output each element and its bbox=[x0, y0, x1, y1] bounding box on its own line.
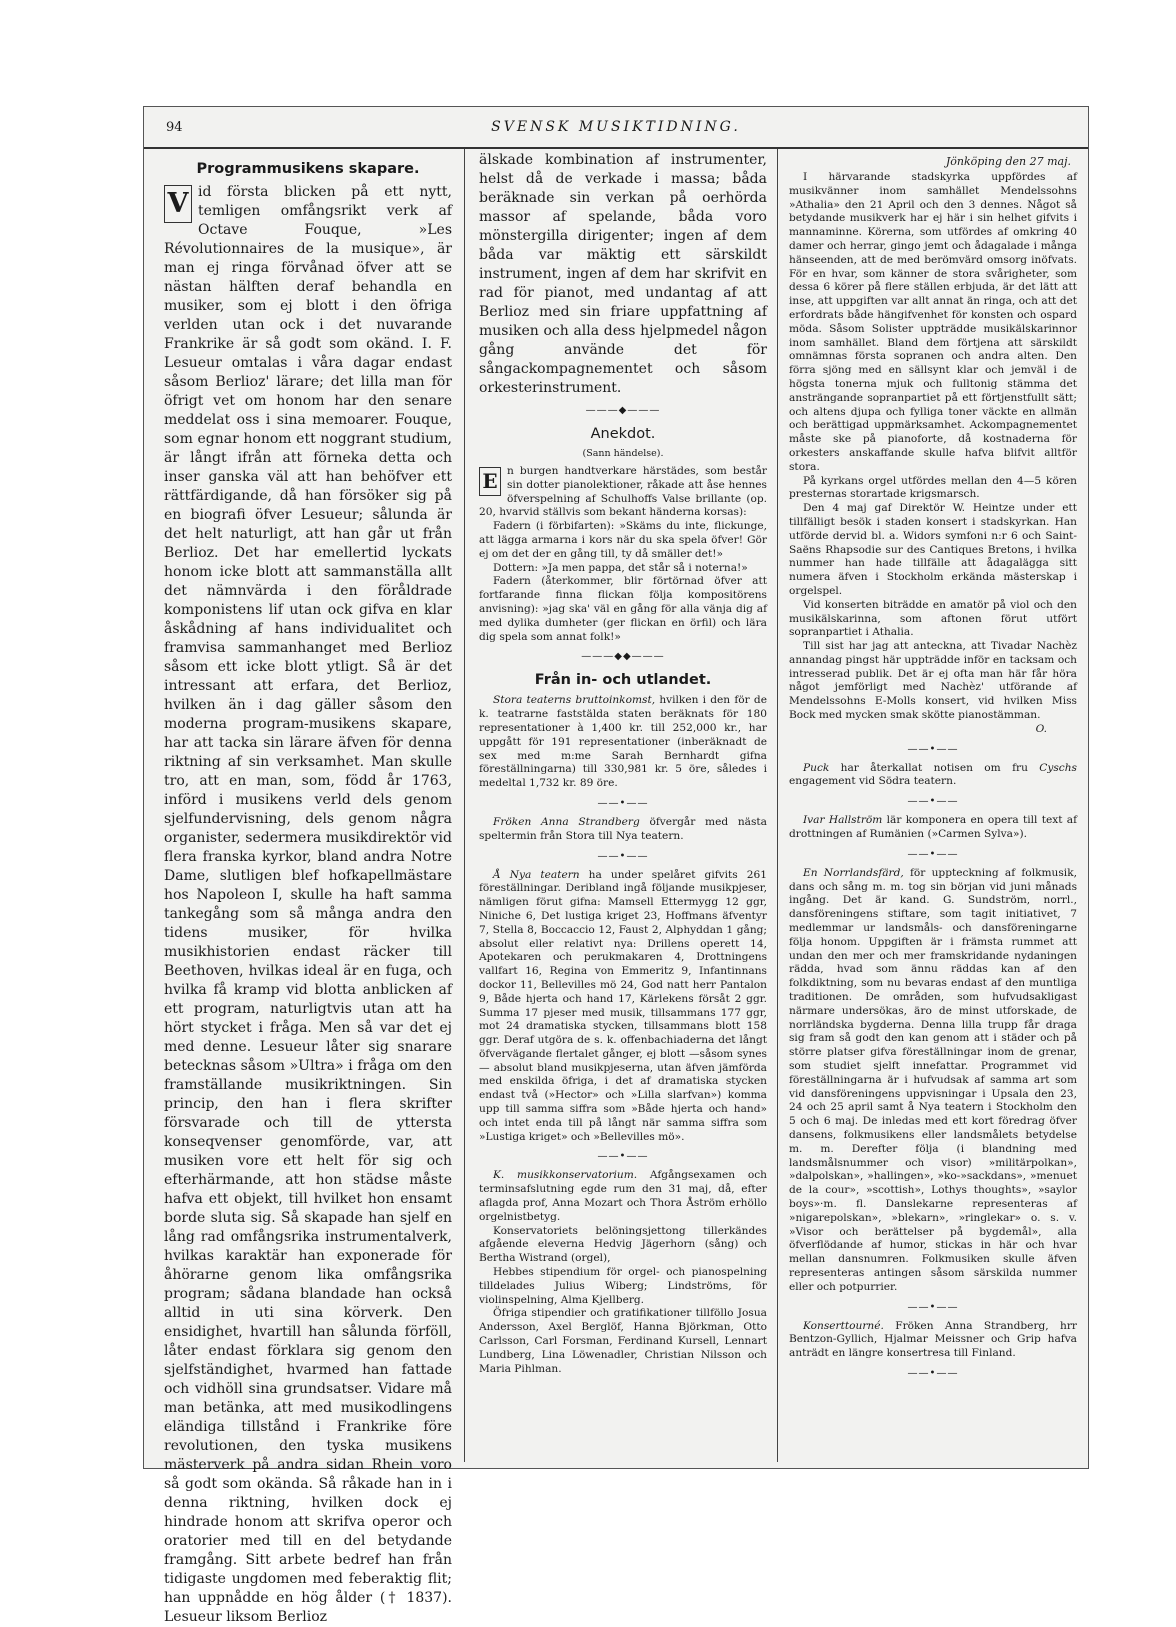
column-rule bbox=[777, 149, 778, 1462]
page-number: 94 bbox=[166, 120, 183, 135]
news-name: Cyschs bbox=[1039, 761, 1077, 774]
anekdot-subtitle: (Sann händelse). bbox=[582, 448, 664, 459]
news-lead: Å Nya teatern bbox=[493, 868, 580, 881]
news-item bbox=[789, 867, 1077, 1295]
news-lead: En Norrlandsfärd, bbox=[803, 866, 904, 879]
news-item bbox=[479, 816, 767, 844]
drop-cap: V bbox=[164, 185, 192, 223]
anekdot-intro bbox=[479, 465, 767, 520]
news-item bbox=[479, 869, 767, 1145]
column-left bbox=[164, 151, 452, 1625]
news-item bbox=[789, 762, 1077, 790]
section-title: Från in- och utlandet. bbox=[534, 672, 712, 689]
separator: ——•—— bbox=[907, 743, 959, 755]
report-text: I härvarande stadskyrka uppfördes af musikvänner inom samhället Mendelssohns »Athalia» den 21 April och den 3 dennes. Något så betydande musikverk har ej här i sin helhet gifvits i mannaminne. Körerna, som utfördes af omkring 40 damer och herrar, gingo jemt och ådagalade i många hänseenden, att de med berömvärd omsorg inöfvats. För en hvar, som känner de stora svårigheter, som dessa 6 körer på flere ställen erbjuda, är det lätt att inse, att uppgiften var allt annat än ringa, och att det erfordrats både hängifvenhet för konsten och ospard möda. Såsom Solister uppträdde musikälskarinnor inom samhället. Bland dem förtjena att särskildt omnämnas första sopranen och andra alten. Den förra sjöng med en sällsynt klar och jemväl i de högsta tonerna mjuk och fulltonig stämma det ansträngande sopranpartiet på ett förtjenstfullt sätt; och altens djupa och fylliga toner väckte en allmän och berättigad uppmärksamhet. Ackompagnementet måste ske på pianoforte, då kostnaderna för orkesters anskaffande skulle hafva blifvit alltför stora. bbox=[789, 171, 1077, 473]
news-text: ha under spelåret gifvits 261 föreställningar. Deribland ingå följande musikpjeser, nämligen förut gifna: Mamsell Ettermygg 12 ggr, Niniche 6, Det lustiga kriget 23, Hoffmans äfventyr 7, Stella 8, Boccaccio 12, Faust 2, Alphyddan 1 gång; absolut eller relativt nya: Drillens operett 14, Apotekaren och perukmakaren 4, Drottningens vallfart 16, Regina von Emmeritz 9, Infantinnans dockor 11, Bellevilles mö 24, God natt herr Pantalon 9, Både hjerta och hand 17, Kärlekens försåt 2 ggr. Summa 17 pjeser med musik, tillsammans 177 ggr, mot 24 dramatiska stycken, tillsammans blott 158 ggr. Deraf utgöra de s. k. offenbachiaderna det långt öfvervägande flertalet gånger, ej blott —såsom synes — absolut bland musikpjeserna, utan äfven jämförda med enskilda öfriga, i det af dramatiska stycken endast två (»Hector» och »Lilla slarfvan») komma upp till samma siffra som »Både hjerta och hand» och intet enda till på långt när samma siffra som »Lustiga kriget» och »Bellevilles mö». bbox=[479, 868, 767, 1143]
anekdot-title: Anekdot. bbox=[590, 426, 656, 442]
news-lead: Konserttourné. bbox=[803, 1319, 884, 1332]
news-text: Konservatoriets belöningsjettong tillerkändes afgående eleverna Hedvig Jägerhorn (sång) och Bertha Wistrand (orgel), bbox=[479, 1224, 767, 1265]
separator: ——•—— bbox=[907, 1367, 959, 1379]
anekdot-line: Fadern (i förbifarten): »Skäms du inte, flickunge, att lägga armarna i kors när du ska spela öfver! Gör ej om det der en gång till, ty då smäller det!» bbox=[479, 520, 767, 560]
news-text: engagement vid Södra teatern. bbox=[789, 775, 957, 788]
news-lead: K. musikkonservatorium. bbox=[493, 1169, 638, 1182]
article-text: id första blicken på ett nytt, temligen omfångsrikt verk af Octave Fouque, »Les Révolutionnaires de la musique», är man ej ringa förvånad öfver att se nästan hälften deraf behandla en musiker, som ej blott i den öfriga verlden utan ock i det nuvarande Frankrike är så godt som okänd. I. F. Lesueur omtalas i våra dagar endast såsom Berlioz' lärare; det lilla man för öfrigt vet om honom har den senare meddelat oss i sina memoarer. Fouque, som egnar honom ett noggrant studium, är långt ifrån att förneka detta och inser ganska väl att han behöfver ett rättfärdigande, då han försöker sig på en biografi öfver Lesueur; sålunda är det helt naturligt, att han går ut från Berlioz. Det har emellertid lyckats honom icke blott att sammanställa allt det nämnvärda i den föråldrade komponistens lif utan ock gifva en klar åskådning af hans individualitet och framvisa sammanhanget med Berlioz såsom ett icke blott ytligt. Så är det intressant att erfara, det Berlioz, hvilken än i dag gäller såsom den moderna program-musikens skapare, har att tacka sin lärare äfven för denna riktning af sin verksamhet. Man skulle tro, att en man, som, född år 1763, införd i musikens verld dels genom sjelfundervisning, dels genom några organister, sedermera musikdirektör vid flera franska kyrkor, bland andra Notre Dame, slutligen blef hofkapellmästare hos Napoleon I, skulle ha haft samma tankegång som så många andra den tidens musiker, för hvilka musikhistorien endast räcker till Beethoven, hvilkas ideal är en fuga, och hvilka få kramp vid blotta anblicken af ett program, naturligtvis utan att ha hört stycket i fråga. Men så var det ej med denne. Lesueur låter sig snarare betecknas såsom »Ultra» i fråga om den framställande musikriktningen. Sin princip, den han i flera skrifter försvarade och till de yttersta konseqvenser genomförde, var, att musiken vore ett helt för sig och efterhärmande, att hon städse måste hafva ett objekt, till hvilket hon ensamt borde sluta sig. Så skapade han sjelf en lång rad omfångsrika instrumentalverk, hvilkas karaktär han exponerade för åhörarne genom lika omfångsrika program; sådana blandade han också alltid in uti sina körverk. Den ensidighet, hvartill han sålunda förföll, låter endast förklara sig genom den sjelfständighet, hvarmed han fattade och vidhöll sina grundsatser. Vidare må man betänka, att med musikodlingens eländiga tillstånd i Frankrike före revolutionen, den tyska musikens mästerverk på andra sidan Rhein voro så godt som okända. Så råkade han in i denna riktning, hvilken dock ej hindrade honom att skrifva operor och oratorier med till en del betydande framgång. Sitt arbete bedref han från tidigaste ungdomen med feberaktig flit; han uppnådde en hög ålder († 1837). Lesueur liksom Berlioz bbox=[164, 184, 452, 1625]
separator: ——•—— bbox=[597, 850, 649, 862]
running-header bbox=[144, 107, 1088, 149]
news-text: Fröken Anna Strandberg, hrr Bentzon-Gyllich, Hjalmar Meissner och Grip hafva anträdt en längre konsertresa till Finland. bbox=[789, 1319, 1077, 1360]
anekdot-text: n burgen handtverkare härstädes, som består sin dotter pianolektioner, råkade att åse hennes öfverspelning af Schulhoffs Valse brillante (op. 20, hvarvid ställvis som bekant händerna korsas): bbox=[479, 465, 767, 519]
separator: ——•—— bbox=[907, 848, 959, 860]
column-rule bbox=[464, 149, 465, 1462]
journal-title: SVENSK MUSIKTIDNING. bbox=[491, 119, 741, 135]
drop-cap: E bbox=[479, 467, 501, 496]
article-title: Programmusikens skapare. bbox=[196, 161, 420, 177]
news-text: för uppteckning af folkmusik, dans och sång m. m. tog sin början vid juni månads ingång. Det är kand. G. Sundström, norrl., dansföreningens stiftare, som tagit initiativet, 7 medlemmar ur landsmåls- och dansföreningarne följa honom. Uppgiften är i främsta rummet att undan den mer och mer framskridande nydaningen rädda, hvad som ännu räddas kan af den folkdiktning, som nu bevaras endast af den muntliga traditionen. De områden, som hufvudsakligast närmare undersökas, äro de minst utforskade, de norrländska bygderna. Denna lilla trupp får draga sig fram så godt den kan genom att i städer och på större platser gifva föreställningar inom de grenar, som studiet sjelft innefattar. Programmet vid föreställningarna är i hufvudsak af samma art som vid dansföreningens uppvisningar i Upsala den 23, 24 och 25 april samt å Nya teatern i Stockholm den 5 och 6 maj. De inledas med ett kort föredrag öfver dansens, folkmusikens eller landsmålets betydelse m. m. Derefter följa (i blandning med landsmålsnummer och visor) »militärpolkan», »dalpolskan», »hallingen», »ko-»sackdans», »menuet de la cour», »scottish», Lothys thoughts», »saylor boys»·m. fl. Danslekarne representeras af »nigarepolskan», »blekarn», »ringlekar» o. s. v. »Visor och berättelser på bygdemål», alla öfverflödande af humor, stickas in här och hvar mellan dansnumren. Folkmusiken skulle äfven representeras antingen såsom särskilda nummer eller och potpurrier. bbox=[789, 866, 1077, 1293]
separator: ——•—— bbox=[597, 1151, 649, 1163]
news-lead: Ivar Hallström bbox=[803, 814, 883, 827]
news-text: har återkallat notisen om fru bbox=[829, 761, 1040, 774]
news-item bbox=[789, 1320, 1077, 1361]
column-right bbox=[789, 151, 1077, 1462]
news-item bbox=[789, 814, 1077, 842]
article-continuation: älskade kombination af instrumenter, helst då de verkade i massa; båda beräknade sin verkan på oerhörda massor af spelande, båda voro mönstergilla dirigenter; ingen af dem båda var mäktig ett särskildt instrument, ingen af dem har skrifvit en rad för pianot, med undantag af att Berlioz med sin friare uppfattning af musiken och alla dess hjelpmedel någon gång använde det för sångackompagnementet och såsom orkesterinstrument. bbox=[479, 152, 767, 396]
news-item bbox=[479, 694, 767, 791]
page bbox=[143, 106, 1089, 1625]
article-body bbox=[164, 183, 452, 1627]
separator-ornament: ———◆——— bbox=[585, 405, 661, 416]
news-item bbox=[479, 1169, 767, 1224]
anekdot-line: Dottern: »Ja men pappa, det står så i noterna!» bbox=[493, 561, 748, 574]
report-text: På kyrkans orgel utfördes mellan den 4—5 kören presternas storartade krigsmarsch. bbox=[789, 474, 1077, 501]
separator-ornament: ———◆◆——— bbox=[581, 651, 665, 663]
column-middle bbox=[479, 151, 767, 1462]
report-text: Vid konserten biträdde en amatör på viol och den musikälskarinna, som aftonen förut utfört sopranpartiet i Athalia. bbox=[789, 598, 1077, 639]
news-lead: Fröken Anna Strandberg bbox=[493, 815, 640, 828]
news-text: Öfriga stipendier och gratifikationer tillföllo Josua Andersson, Axel Berglöf, Hanna Björkman, Otto Carlsson, Carl Forsman, Ferdinand Kursell, Lennart Lundberg, Lina Löwenadler, Christian Nilsson och Maria Pihlman. bbox=[479, 1307, 767, 1375]
report-text: Den 4 maj gaf Direktör W. Heintze under ett tillfälligt besök i staden konsert i stadskyrkan. Han utförde dervid bl. a. Widors symfoni n:r 6 och Saint-Saëns Rhapsodie sur des Cantiques Bretons, i hvilka nummer han hade tillfälle att ådagalägga sitt numera äfven i Stockholm erkända mästerskap i orgelspel. bbox=[789, 502, 1077, 597]
separator: ——•—— bbox=[597, 797, 649, 809]
dateline: Jönköping den 27 maj. bbox=[945, 155, 1071, 168]
news-lead: Stora teaterns bruttoinkomst, bbox=[493, 694, 656, 707]
news-text: öfvergår med nästa speltermin från Stora till Nya teatern. bbox=[479, 815, 767, 842]
signature: O. bbox=[1035, 722, 1047, 735]
news-text: hvilken i den för de k. teatrarne faststälda staten beräknats för 180 representationer à 1,400 kr. till 252,000 kr., har uppgått för 191 representationer (inberäknadt de sex med m:me Sarah Bernhardt gifna föreställningarna) till 330,981 kr. 5 öre, således i medeltal 1,732 kr. 89 öre. bbox=[479, 694, 767, 790]
report-text: Till sist har jag att anteckna, att Tivadar Nachèz annandag pingst här uppträdde inför en tacksam och intresserad publik. Det är ej ofta man här får höra något jemförligt med Nachèz' utförande af Mendelssohns E-Molls konsert, vid hvilken Miss Bock med mycken smak skötte pianostämman. bbox=[789, 640, 1077, 722]
separator: ——•—— bbox=[907, 796, 959, 808]
news-text: lär komponera en opera till text af drottningen af Rumänien (»Carmen Sylva»). bbox=[789, 814, 1077, 841]
separator: ——•—— bbox=[907, 1301, 959, 1313]
news-lead: Puck bbox=[803, 761, 830, 774]
news-text: Afgångsexamen och terminsafslutning egde rum den 31 maj, då, efter aflagda prof, Anna Mozart och Thora Åström erhöllo orgelnistbetyg. bbox=[479, 1169, 767, 1223]
news-text: Hebbes stipendium för orgel- och pianospelning tilldelades Julius Wiberg; Lindströms, för violinspelning, Alma Kjellberg. bbox=[479, 1266, 767, 1306]
anekdot-line: Fadern (återkommer, blir förtörnad öfver att fortfarande finna flickan följa kompositörens anvisning): »jag ska' väl en gång för alla vänja dig af med dylika dumheter (ger flickan en örfil) och lära dig spela som annat folk!» bbox=[479, 575, 767, 643]
